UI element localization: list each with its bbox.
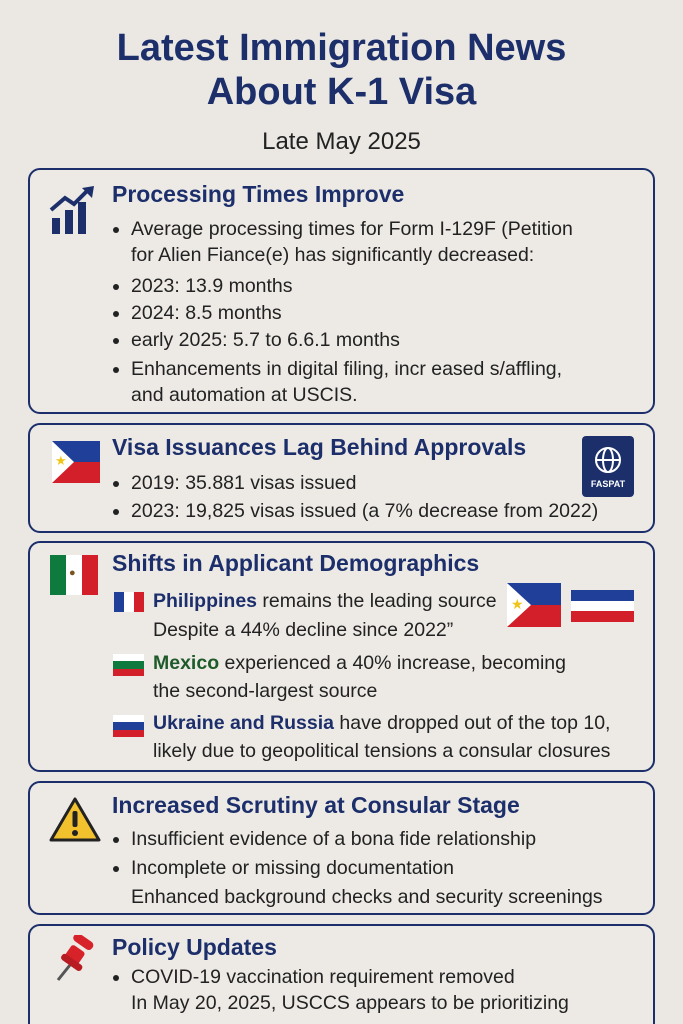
issuance-line-2019: 2019: 35.881 visas issued	[131, 472, 357, 494]
ukraine-russia-text: have dropped out of the top 10,	[333, 712, 611, 734]
demographics-item-mexico-detail: the second-largest source	[153, 680, 378, 702]
mexico-text: experienced a 40% increase, becoming	[219, 652, 566, 674]
philippines-label: Philippines	[153, 590, 258, 612]
passport-label: FASPAT	[590, 479, 626, 489]
demographics-item-philippines-detail: Despite a 44% decline since 2022”	[153, 619, 454, 641]
mexico-flag-icon: ●	[50, 555, 98, 595]
processing-title: Processing Times Improve	[112, 181, 405, 207]
page-subtitle: Late May 2025	[262, 128, 421, 155]
philippines-small-flag-icon	[114, 592, 144, 612]
demographics-title: Shifts in Applicant Demographics	[112, 550, 480, 576]
demographics-item-philippines	[153, 590, 497, 613]
scrutiny-line-3: Enhanced background checks and security screenings	[131, 886, 603, 908]
philippines-flag-icon: ★	[52, 441, 100, 483]
processing-line-2025: early 2025: 5.7 to 6.6.1 months	[131, 329, 400, 351]
policy-title: Policy Updates	[112, 934, 277, 960]
passport-icon	[582, 436, 634, 497]
processing-line-2: for Alien Fiance(e) has significantly decreased:	[131, 244, 535, 266]
warning-icon	[48, 796, 102, 844]
scrutiny-title: Increased Scrutiny at Consular Stage	[112, 792, 520, 818]
issuance-title: Visa Issuances Lag Behind Approvals	[112, 434, 527, 460]
chart-growth-icon	[48, 186, 96, 236]
demographics-item-ukraine-russia-detail: likely due to geopolitical tensions a consular closures	[153, 740, 611, 762]
processing-line-enhancements: Enhancements in digital filing, incr eased s/affling,	[131, 358, 563, 380]
processing-line-automation: and automation at USCIS.	[131, 384, 358, 406]
mexico-label: Mexico	[153, 652, 220, 674]
page-title	[0, 26, 683, 114]
demographics-item-ukraine-russia	[153, 712, 610, 735]
russia-large-flag-icon	[571, 590, 634, 622]
philippines-large-flag-icon: ★	[507, 583, 561, 627]
processing-line-1: Average processing times for Form I-129F (Petition	[131, 218, 573, 240]
philippines-text: remains the leading source	[257, 590, 497, 612]
policy-line-1: COVID-19 vaccination requirement removed	[131, 966, 515, 988]
mexico-small-flag-icon	[113, 654, 144, 676]
russia-small-flag-icon	[113, 715, 144, 737]
scrutiny-line-2: Incomplete or missing documentation	[131, 857, 454, 879]
ukraine-russia-label: Ukraine and Russia	[153, 712, 334, 734]
page-title-line1: Latest Immigration News	[116, 27, 567, 69]
policy-line-2: In May 20, 2025, USCCS appears to be prioritizing	[131, 992, 569, 1014]
processing-line-2023: 2023: 13.9 months	[131, 275, 293, 297]
demographics-item-mexico	[153, 652, 566, 675]
processing-line-2024: 2024: 8.5 months	[131, 302, 282, 324]
page-title-line2: About K-1 Visa	[206, 71, 477, 113]
scrutiny-line-1: Insufficient evidence of a bona fide relationship	[131, 828, 537, 850]
issuance-line-2023: 2023: 19,825 visas issued (a 7% decrease from 2022)	[131, 500, 599, 522]
pushpin-icon	[52, 935, 98, 983]
